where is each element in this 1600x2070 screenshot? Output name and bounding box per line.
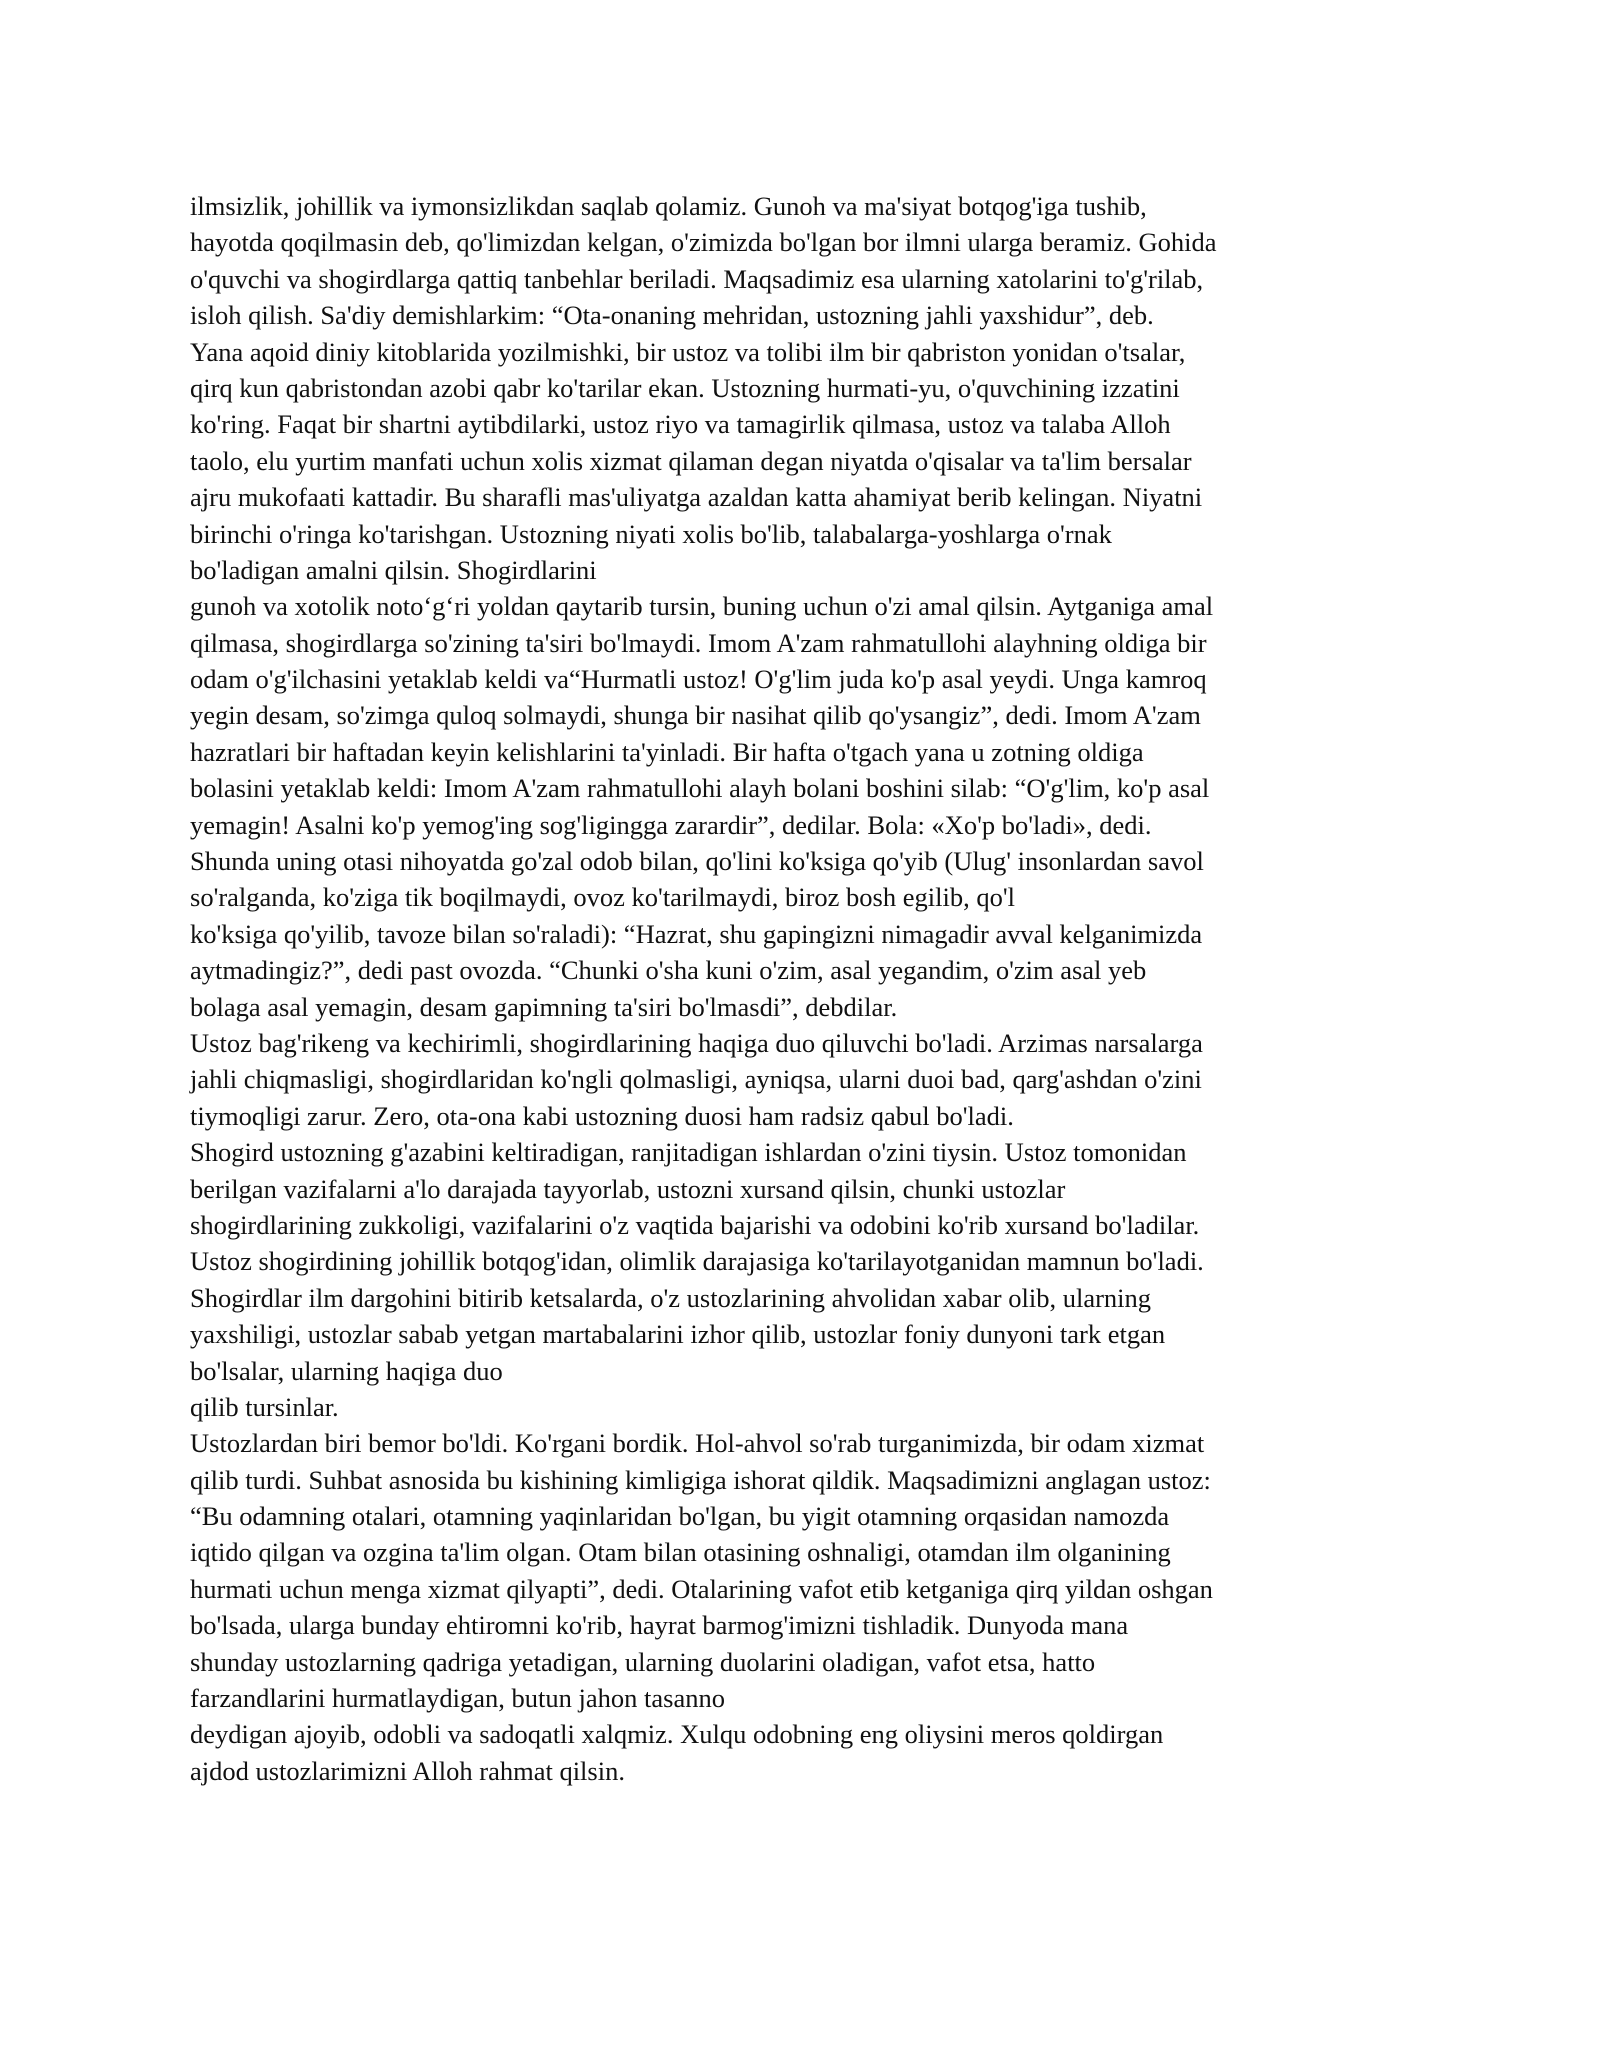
text-line: bo'lsalar, ularning haqiga duo bbox=[190, 1355, 503, 1386]
text-line: qilmasa, shogirdlarga so'zining ta'siri bo'lmaydi. Imom A'zam rahmatullohi alayhning oldiga bir bbox=[190, 627, 1207, 658]
text-line: birinchi o'ringa ko'tarishgan. Ustozning niyati xolis bo'lib, talabalarga-yoshlarga o'rnak bbox=[190, 518, 1112, 549]
body-text bbox=[190, 188, 1440, 1789]
text-line: jahli chiqmasligi, shogirdlaridan ko'ngli qolmasligi, ayniqsa, ularni duoi bad, qarg'ashdan o'zini bbox=[190, 1064, 1202, 1095]
text-line: qilib tursinlar. bbox=[190, 1391, 339, 1422]
text-line: farzandlarini hurmatlaydigan, butun jahon tasanno bbox=[190, 1683, 725, 1714]
text-line: bolasini yetaklab keldi: Imom A'zam rahmatullohi alayh bolani boshini silab: “O'g'lim, ko'p asal bbox=[190, 773, 1210, 804]
text-line: iqtido qilgan va ozgina ta'lim olgan. Otam bilan otasining oshnaligi, otamdan ilm olganining bbox=[190, 1537, 1171, 1568]
text-line: gunoh va xotolik noto‘g‘ri yoldan qaytarib tursin, buning uchun o'zi amal qilsin. Aytganiga amal bbox=[190, 591, 1214, 622]
text-line: qilib turdi. Suhbat asnosida bu kishining kimligiga ishorat qildik. Maqsadimizni anglagan ustoz: bbox=[190, 1464, 1211, 1495]
text-line: yegin desam, so'zimga quloq solmaydi, shunga bir nasihat qilib qo'ysangiz”, dedi. Imom A'zam bbox=[190, 700, 1201, 731]
text-line: ajru mukofaati kattadir. Bu sharafli mas'uliyatga azaldan katta ahamiyat berib kelingan. Niyatni bbox=[190, 482, 1203, 513]
text-line: shogirdlarining zukkoligi, vazifalarini o'z vaqtida bajarishi va odobini ko'rib xursand bo'ladilar. bbox=[190, 1209, 1200, 1240]
text-line: hazratlari bir haftadan keyin kelishlarini ta'yinladi. Bir hafta o'tgach yana u zotning oldiga bbox=[190, 736, 1144, 767]
text-line: Shunda uning otasi nihoyatda go'zal odob bilan, qo'lini ko'ksiga qo'yib (Ulug' insonlardan savol bbox=[190, 846, 1204, 877]
text-line: deydigan ajoyib, odobli va sadoqatli xalqmiz. Xulqu odobning eng oliysini meros qoldirgan bbox=[190, 1719, 1164, 1750]
text-line: bo'ladigan amalni qilsin. Shogirdlarini bbox=[190, 554, 597, 585]
text-line: berilgan vazifalarni a'lo darajada tayyorlab, ustozni xursand qilsin, chunki ustozlar bbox=[190, 1173, 1066, 1204]
text-line: odam o'g'ilchasini yetaklab keldi va“Hurmatli ustoz! O'g'lim juda ko'p asal yeydi. Unga kamroq bbox=[190, 664, 1207, 695]
text-line: ko'ring. Faqat bir shartni aytibdilarki, ustoz riyo va tamagirlik qilmasa, ustoz va talaba Alloh bbox=[190, 409, 1171, 440]
text-line: hurmati uchun menga xizmat qilyapti”, dedi. Otalarining vafot etib ketganiga qirq yildan oshgan bbox=[190, 1573, 1213, 1604]
text-line: tiymoqligi zarur. Zero, ota-ona kabi ustozning duosi ham radsiz qabul bo'ladi. bbox=[190, 1100, 1014, 1131]
text-line: aytmadingiz?”, dedi past ovozda. “Chunki o'sha kuni o'zim, asal yegandim, o'zim asal yeb bbox=[190, 955, 1147, 986]
text-line: o'quvchi va shogirdlarga qattiq tanbehlar beriladi. Maqsadimiz esa ularning xatolarini to'g'rilab, bbox=[190, 263, 1204, 294]
text-line: isloh qilish. Sa'diy demishlarkim: “Ota-onaning mehridan, ustozning jahli yaxshidur”, deb. bbox=[190, 300, 1154, 331]
text-line: taolo, elu yurtim manfati uchun xolis xizmat qilaman degan niyatda o'qisalar va ta'lim bersalar bbox=[190, 445, 1192, 476]
text-line: Ustozlardan biri bemor bo'ldi. Ko'rgani bordik. Hol-ahvol so'rab turganimizda, bir odam xizmat bbox=[190, 1428, 1205, 1459]
text-line: “Bu odamning otalari, otamning yaqinlaridan bo'lgan, bu yigit otamning orqasidan namozda bbox=[190, 1501, 1170, 1532]
text-line: Ustoz shogirdining johillik botqog'idan, olimlik darajasiga ko'tarilayotganidan mamnun bo'ladi. bbox=[190, 1246, 1204, 1277]
text-line: so'ralganda, ko'ziga tik boqilmaydi, ovoz ko'tarilmaydi, biroz bosh egilib, qo'l bbox=[190, 882, 1015, 913]
text-line: ilmsizlik, johillik va iymonsizlikdan saqlab qolamiz. Gunoh va ma'siyat botqog'iga tushib, bbox=[190, 191, 1147, 221]
text-line: Shogird ustozning g'azabini keltiradigan, ranjitadigan ishlardan o'zini tiysin. Ustoz tomonidan bbox=[190, 1137, 1187, 1168]
text-line: yaxshiligi, ustozlar sabab yetgan martabalarini izhor qilib, ustozlar foniy dunyoni tark etgan bbox=[190, 1319, 1166, 1350]
text-line: Shogirdlar ilm dargohini bitirib ketsalarda, o'z ustozlarining ahvolidan xabar olib, ularning bbox=[190, 1282, 1152, 1313]
text-line: bo'lsada, ularga bunday ehtiromni ko'rib, hayrat barmog'imizni tishladik. Dunyoda mana bbox=[190, 1610, 1129, 1641]
text-line: yemagin! Asalni ko'p yemog'ing sog'ligingga zarardir”, dedilar. Bola: «Xo'p bo'ladi», dedi. bbox=[190, 809, 1152, 840]
text-line: Ustoz bag'rikeng va kechirimli, shogirdlarining haqiga duo qiluvchi bo'ladi. Arzimas narsalarga bbox=[190, 1027, 1203, 1058]
text-line: ko'ksiga qo'yilib, tavoze bilan so'raladi): “Hazrat, shu gapingizni nimagadir avval kelganimizda bbox=[190, 918, 1203, 949]
text-line: shunday ustozlarning qadriga yetadigan, ularning duolarini oladigan, vafot etsa, hatto bbox=[190, 1646, 1096, 1677]
text-line: bolaga asal yemagin, desam gapimning ta'siri bo'lmasdi”, debdilar. bbox=[190, 991, 898, 1022]
text-line: Yana aqoid diniy kitoblarida yozilmishki, bir ustoz va tolibi ilm bir qabriston yonidan o'tsalar, bbox=[190, 336, 1186, 367]
text-line: ajdod ustozlarimizni Alloh rahmat qilsin. bbox=[190, 1755, 625, 1786]
text-line: qirq kun qabristondan azobi qabr ko'tarilar ekan. Ustozning hurmati-yu, o'quvchining izzatini bbox=[190, 372, 1180, 403]
text-line: hayotda qoqilmasin deb, qo'limizdan kelgan, o'zimizda bo'lgan bor ilmni ularga beramiz. Gohida bbox=[190, 227, 1217, 258]
